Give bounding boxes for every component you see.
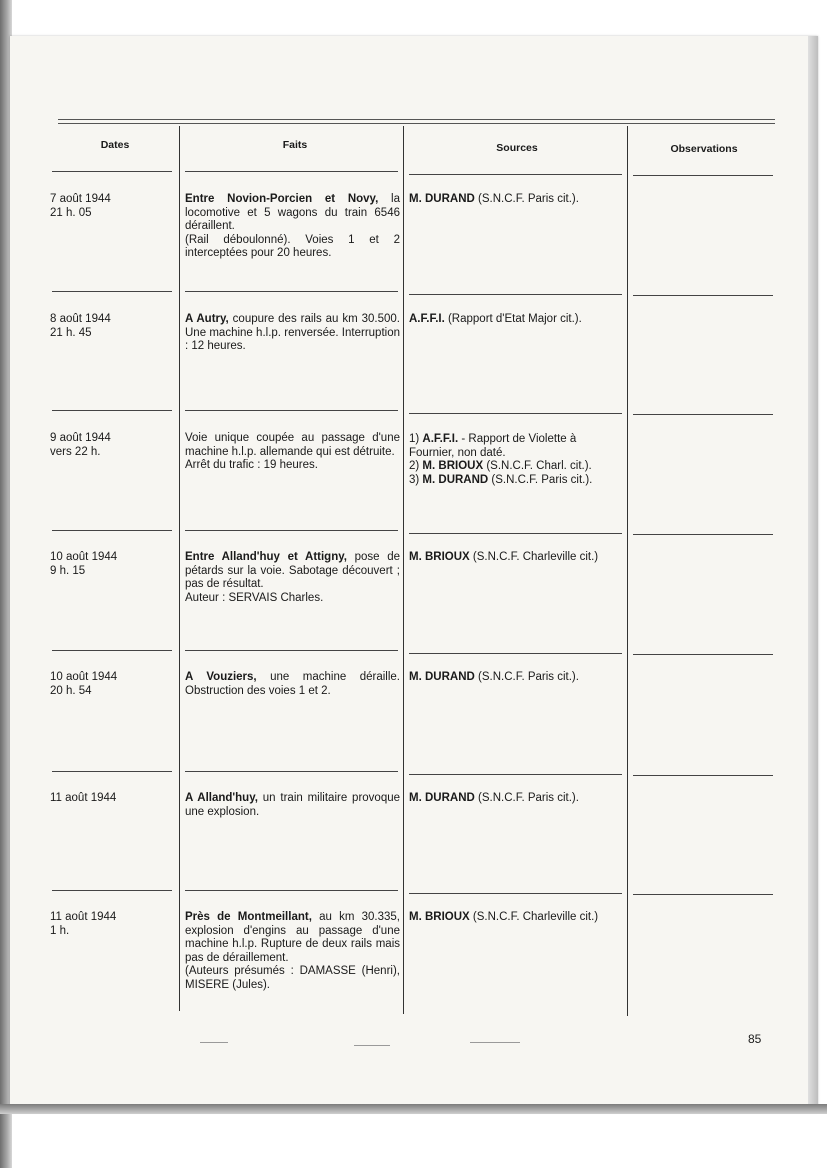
row-separator	[52, 650, 172, 651]
sources-cell	[409, 433, 623, 487]
row-separator	[52, 171, 172, 172]
column-divider-1	[179, 126, 180, 1011]
date-line: 9 août 1944	[50, 432, 111, 444]
sources-cell	[409, 193, 623, 207]
row-separator	[409, 533, 622, 534]
bold-segment: A.F.F.I.	[409, 313, 445, 325]
date-line: 10 août 1944	[50, 551, 118, 563]
row-separator	[409, 893, 622, 894]
row-separator	[409, 653, 622, 654]
row-separator	[52, 771, 172, 772]
bold-segment: M. DURAND	[409, 193, 475, 205]
text-segment: (S.N.C.F. Paris cit.).	[474, 671, 579, 683]
text-segment: (S.N.C.F. Charleville cit.)	[469, 551, 599, 563]
date-line: 20 h. 54	[50, 684, 92, 697]
page-bottom-shadow	[0, 1104, 827, 1114]
paragraph	[185, 671, 400, 698]
text-segment: (Auteurs présumés : DAMASSE (Henri), MISERE (Jules).	[185, 965, 400, 991]
row-separator	[52, 890, 172, 891]
date-cell	[50, 671, 170, 698]
paragraph	[409, 193, 623, 207]
row-separator	[185, 171, 398, 172]
paragraph	[185, 965, 400, 992]
text-segment: pose de pétards sur la voie. Sabotage découvert ; pas de résultat.	[185, 551, 400, 591]
paragraph	[409, 433, 623, 460]
text-segment: (S.N.C.F. Paris cit.).	[474, 792, 579, 804]
paragraph	[409, 474, 623, 488]
scan-mark	[354, 1045, 390, 1046]
faits-cell	[185, 671, 400, 698]
date-line: 21 h. 05	[50, 206, 92, 219]
table-top-rule-2	[58, 123, 775, 124]
row-separator	[52, 410, 172, 411]
text-segment: une machine déraille. Obstruction des voies 1 et 2.	[185, 671, 400, 697]
text-segment: au km 30.335, explosion d'engins au passage d'une machine h.l.p. Rupture de deux rails mais pas de déraillement.	[185, 911, 401, 964]
paragraph	[185, 432, 400, 459]
header-sources: Sources	[496, 142, 538, 154]
row-separator	[185, 771, 398, 772]
paragraph	[185, 193, 400, 234]
paragraph	[409, 671, 623, 685]
text-segment: un train militaire provoque une explosion.	[185, 792, 401, 818]
paragraph	[185, 592, 400, 606]
header-dates: Dates	[100, 139, 130, 151]
bold-segment: Entre Alland'huy et Attigny,	[185, 551, 347, 563]
date-cell	[50, 911, 170, 938]
bold-segment: M. DURAND	[409, 671, 475, 683]
date-cell	[50, 432, 170, 459]
row-separator	[633, 414, 773, 415]
date-line: 7 août 1944	[50, 193, 111, 205]
row-separator	[633, 175, 773, 176]
column-divider-3	[627, 126, 628, 1016]
row-separator	[185, 650, 398, 651]
row-separator	[633, 534, 773, 535]
row-separator	[633, 295, 773, 296]
text-segment: 2)	[409, 460, 423, 473]
bold-segment: M. DURAND	[422, 473, 489, 486]
faits-cell	[185, 792, 400, 819]
text-segment: (Rail déboulonné). Voies 1 et 2 interceptées pour 20 heures.	[185, 233, 400, 260]
bold-segment: Entre Novion-Porcien et Novy,	[185, 193, 379, 205]
faits-cell	[185, 911, 400, 993]
row-separator	[633, 654, 773, 655]
faits-cell	[185, 551, 400, 605]
row-separator	[409, 774, 622, 775]
paragraph	[185, 551, 400, 592]
header-observations: Observations	[670, 143, 738, 155]
date-line: 10 août 1944	[50, 671, 118, 683]
page-edge-shadow	[808, 36, 818, 1112]
bold-segment: M. BRIOUX	[409, 911, 470, 923]
bold-segment: Près de Montmeillant,	[185, 911, 312, 923]
text-segment: Arrêt du trafic : 19 heures.	[185, 459, 318, 472]
date-cell	[50, 792, 170, 806]
text-segment: la locomotive et 5 wagons du train 6546 déraillent.	[185, 193, 400, 233]
text-segment: (S.N.C.F. Paris cit.).	[474, 193, 579, 205]
text-segment: coupure des rails au km 30.500. Une machine h.l.p. renversée. Interruption : 12 heures.	[185, 313, 400, 353]
date-line: 8 août 1944	[50, 313, 111, 325]
sources-cell	[409, 313, 623, 327]
paragraph	[185, 911, 400, 965]
row-separator	[633, 775, 773, 776]
row-separator	[52, 291, 172, 292]
sources-cell	[409, 792, 623, 806]
paragraph	[409, 460, 623, 474]
sources-cell	[409, 911, 623, 925]
page-number: 85	[748, 1032, 762, 1046]
faits-cell	[185, 432, 400, 473]
bold-segment: A Vouziers,	[185, 671, 257, 683]
row-separator	[633, 894, 773, 895]
paragraph	[409, 313, 623, 327]
bold-segment: M. DURAND	[409, 792, 475, 804]
text-segment: (S.N.C.F. Charl. cit.).	[483, 460, 592, 473]
row-separator	[185, 890, 398, 891]
row-separator	[185, 291, 398, 292]
table-top-rule	[58, 119, 775, 120]
faits-cell	[185, 313, 400, 354]
date-line: 21 h. 45	[50, 326, 92, 339]
paragraph	[185, 792, 400, 819]
row-separator	[409, 174, 622, 175]
paragraph	[185, 234, 400, 261]
column-divider-2	[403, 126, 404, 1014]
text-segment: Voie unique coupée au passage d'une machine h.l.p. allemande qui est détruite.	[185, 432, 400, 458]
bold-segment: M. BRIOUX	[422, 460, 484, 473]
date-line: vers 22 h.	[50, 445, 101, 458]
text-segment: (S.N.C.F. Paris cit.).	[488, 473, 593, 486]
scan-mark	[200, 1042, 228, 1043]
row-separator	[409, 413, 622, 414]
text-segment: (Rapport d'Etat Major cit.).	[444, 313, 582, 325]
text-segment: Auteur : SERVAIS Charles.	[185, 591, 324, 604]
faits-cell	[185, 193, 400, 261]
bold-segment: M. BRIOUX	[409, 551, 470, 563]
paragraph	[409, 911, 623, 925]
header-faits: Faits	[282, 139, 308, 151]
sources-cell	[409, 551, 623, 565]
row-separator	[52, 530, 172, 531]
scan-mark	[470, 1042, 520, 1043]
date-line: 9 h. 15	[50, 564, 86, 577]
row-separator	[409, 294, 622, 295]
date-line: 11 août 1944	[50, 792, 117, 804]
row-separator	[185, 410, 398, 411]
date-line: 11 août 1944	[50, 911, 117, 923]
sources-cell	[409, 671, 623, 685]
row-separator	[185, 530, 398, 531]
text-segment: - Rapport de Violette à Fournier, non daté.	[409, 433, 577, 459]
bold-segment: A Alland'huy,	[185, 792, 258, 804]
text-segment: (S.N.C.F. Charleville cit.)	[469, 911, 599, 923]
text-segment: 1)	[409, 433, 423, 445]
paragraph	[185, 459, 400, 473]
date-line: 1 h.	[50, 924, 70, 937]
date-cell	[50, 193, 170, 220]
paragraph	[185, 313, 400, 354]
text-segment: 3)	[409, 473, 423, 486]
bold-segment: A Autry,	[185, 313, 229, 325]
paragraph	[409, 551, 623, 565]
date-cell	[50, 551, 170, 578]
bold-segment: A.F.F.I.	[422, 433, 459, 445]
paragraph	[409, 792, 623, 806]
date-cell	[50, 313, 170, 340]
